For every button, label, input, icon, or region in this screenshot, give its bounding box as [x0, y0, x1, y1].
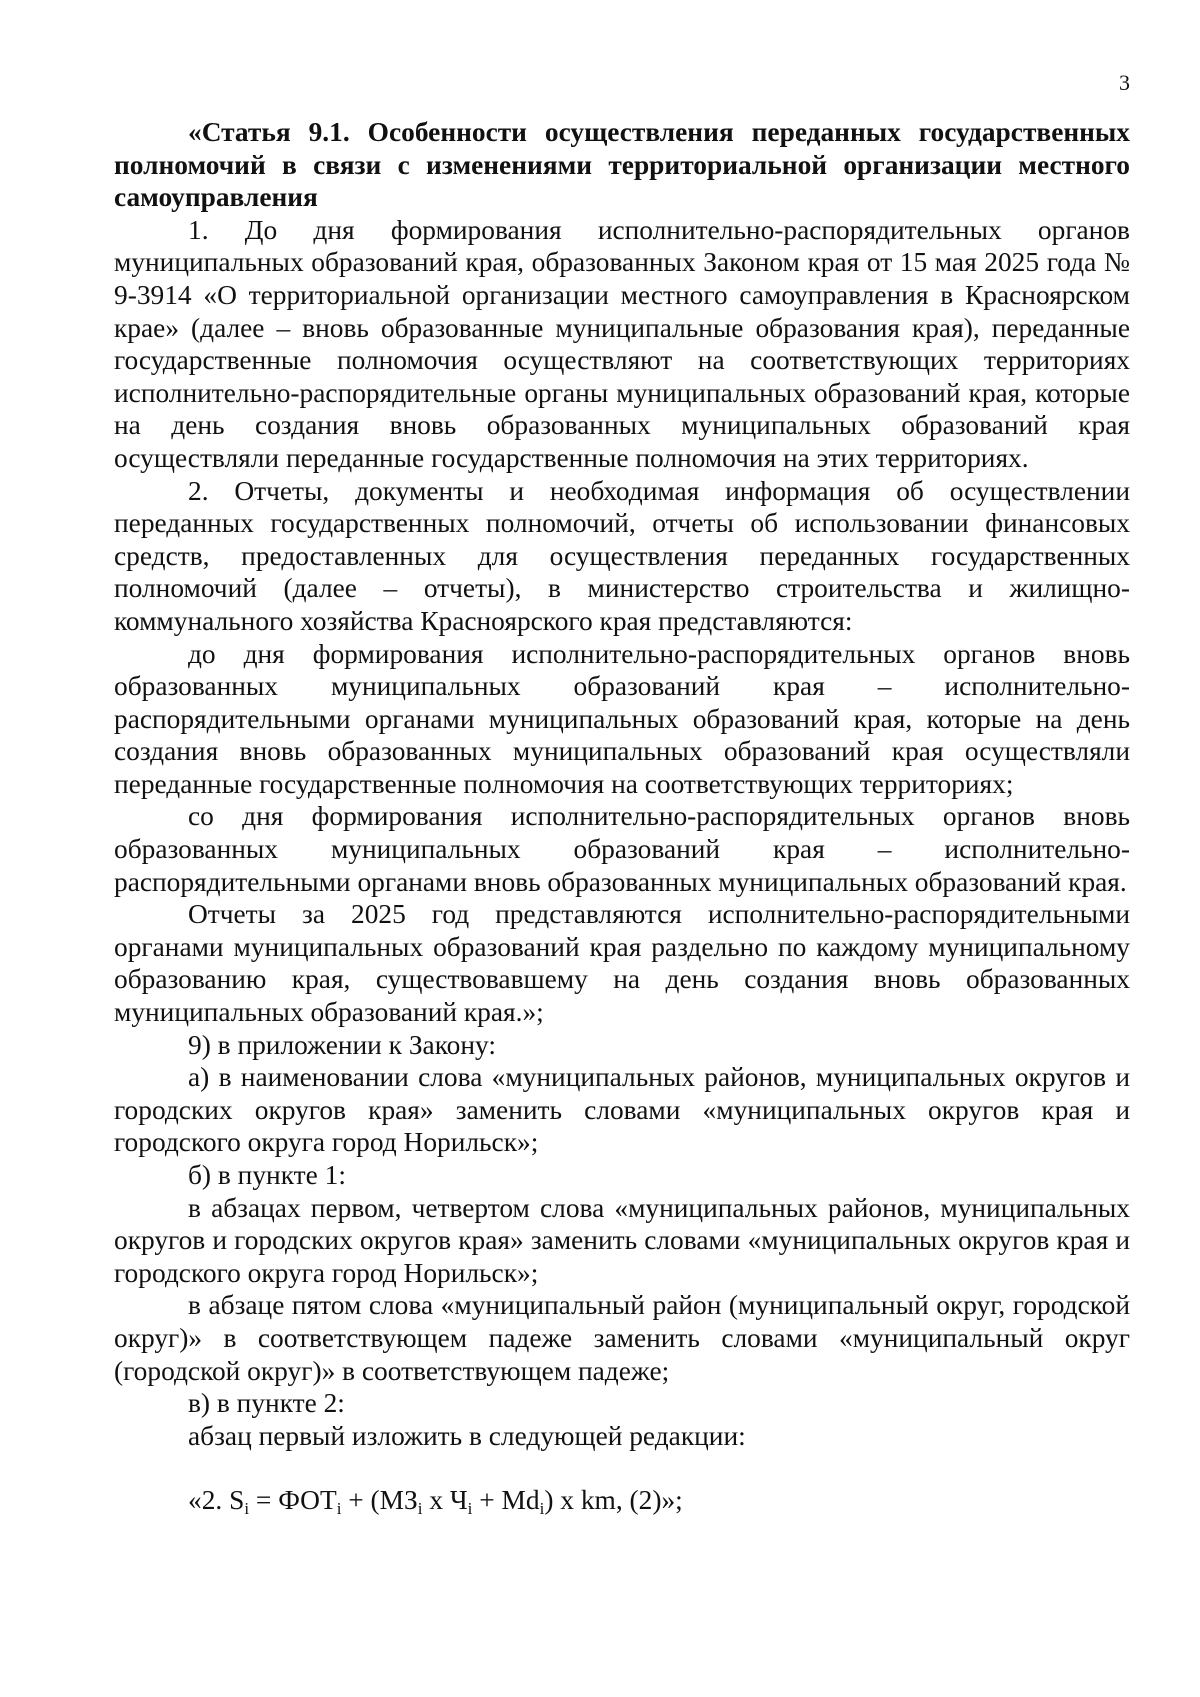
article-title: «Статья 9.1. Особенности осуществления переданных государственных полномочий в связи с изменениями территориальной организации местного самоуправления	[114, 117, 1130, 213]
formula-fot-sub: i	[336, 1499, 342, 1519]
formula-open-mz: + (МЗ	[341, 1485, 418, 1516]
amendment-item-9: 9) в приложении к Закону:	[188, 1029, 496, 1060]
amendment-item-v-1: абзац первый изложить в следующей редакции:	[188, 1420, 746, 1451]
article-paragraph-4: со дня формирования исполнительно-распорядительных органов вновь образованных муниципальных образований края – исполнительно-распорядительными органами вновь образованных муниципальных образований края.	[114, 801, 1130, 897]
formula-times-ch: х Ч	[422, 1485, 468, 1516]
formula-mz-sub: i	[417, 1499, 423, 1519]
article-paragraph-5: Отчеты за 2025 год представляются исполнительно-распорядительными органами муниципальных образований края раздельно по каждому муниципальному образованию края, существовавшему на день создания вновь образованных муниципальных образований края.»;	[114, 899, 1130, 1028]
amendment-item-b-2: в абзаце пятом слова «муниципальный район (муниципальный округ, городской округ)» в соответствующем падеже заменить словами «муниципальный округ (городской округ)» в соответствующем падеже;	[114, 1290, 1130, 1386]
document-body	[114, 116, 1130, 1517]
amendment-item-b: б) в пункте 1:	[188, 1160, 346, 1190]
amendment-item-b-1: в абзацах первом, четвертом слова «муниципальных районов, муниципальных округов и городских округов края» заменить словами «муниципальных округов края и городского округа город Норильск»;	[114, 1192, 1130, 1288]
amendment-item-a: а) в наименовании слова «муниципальных районов, муниципальных округов и городских округов края» заменить словами «муниципальных округов края и городского округа город Норильск»;	[114, 1062, 1130, 1158]
amendment-item-v: в) в пункте 2:	[188, 1388, 345, 1419]
page-number: 3	[1119, 70, 1130, 95]
formula-eq-fot: = ФОТ	[249, 1485, 337, 1516]
article-paragraph-3: до дня формирования исполнительно-распорядительных органов вновь образованных муниципальных образований края – исполнительно-распорядительными органами муниципальных образований края, которые на день создания вновь образованных муниципальных образований края осуществляли переданные государственные полномочия на соответствующих территориях;	[114, 638, 1130, 799]
formula-prefix: «2. S	[188, 1485, 245, 1516]
formula-s-sub: i	[244, 1499, 250, 1519]
formula-ch-sub: i	[467, 1499, 473, 1519]
formula-md-sub: i	[539, 1499, 545, 1519]
article-paragraph-1: 1. До дня формирования исполнительно-распорядительных органов муниципальных образований края, образованных Законом края от 15 мая 2025 года № 9-3914 «О территориальной организации местного самоуправления в Красноярском крае» (далее – вновь образованные муниципальные образования края), переданные государственные полномочия осуществляют на соответствующих территориях исполнительно-распорядительные органы муниципальных образований края, которые на день создания вновь образованных муниципальных образований края осуществляли переданные государственные полномочия на этих территориях.	[114, 214, 1130, 473]
formula	[114, 1484, 1130, 1517]
formula-suffix: ) х km, (2)»;	[544, 1485, 683, 1516]
article-paragraph-2: 2. Отчеты, документы и необходимая информация об осуществлении переданных государственных полномочий, отчеты об использовании финансовых средств, предоставленных для осуществления переданных государственных полномочий (далее – отчеты), в министерство строительства и жилищно-коммунального хозяйства Красноярского края представляются:	[114, 475, 1130, 636]
formula-plus-md: + Md	[472, 1485, 540, 1516]
